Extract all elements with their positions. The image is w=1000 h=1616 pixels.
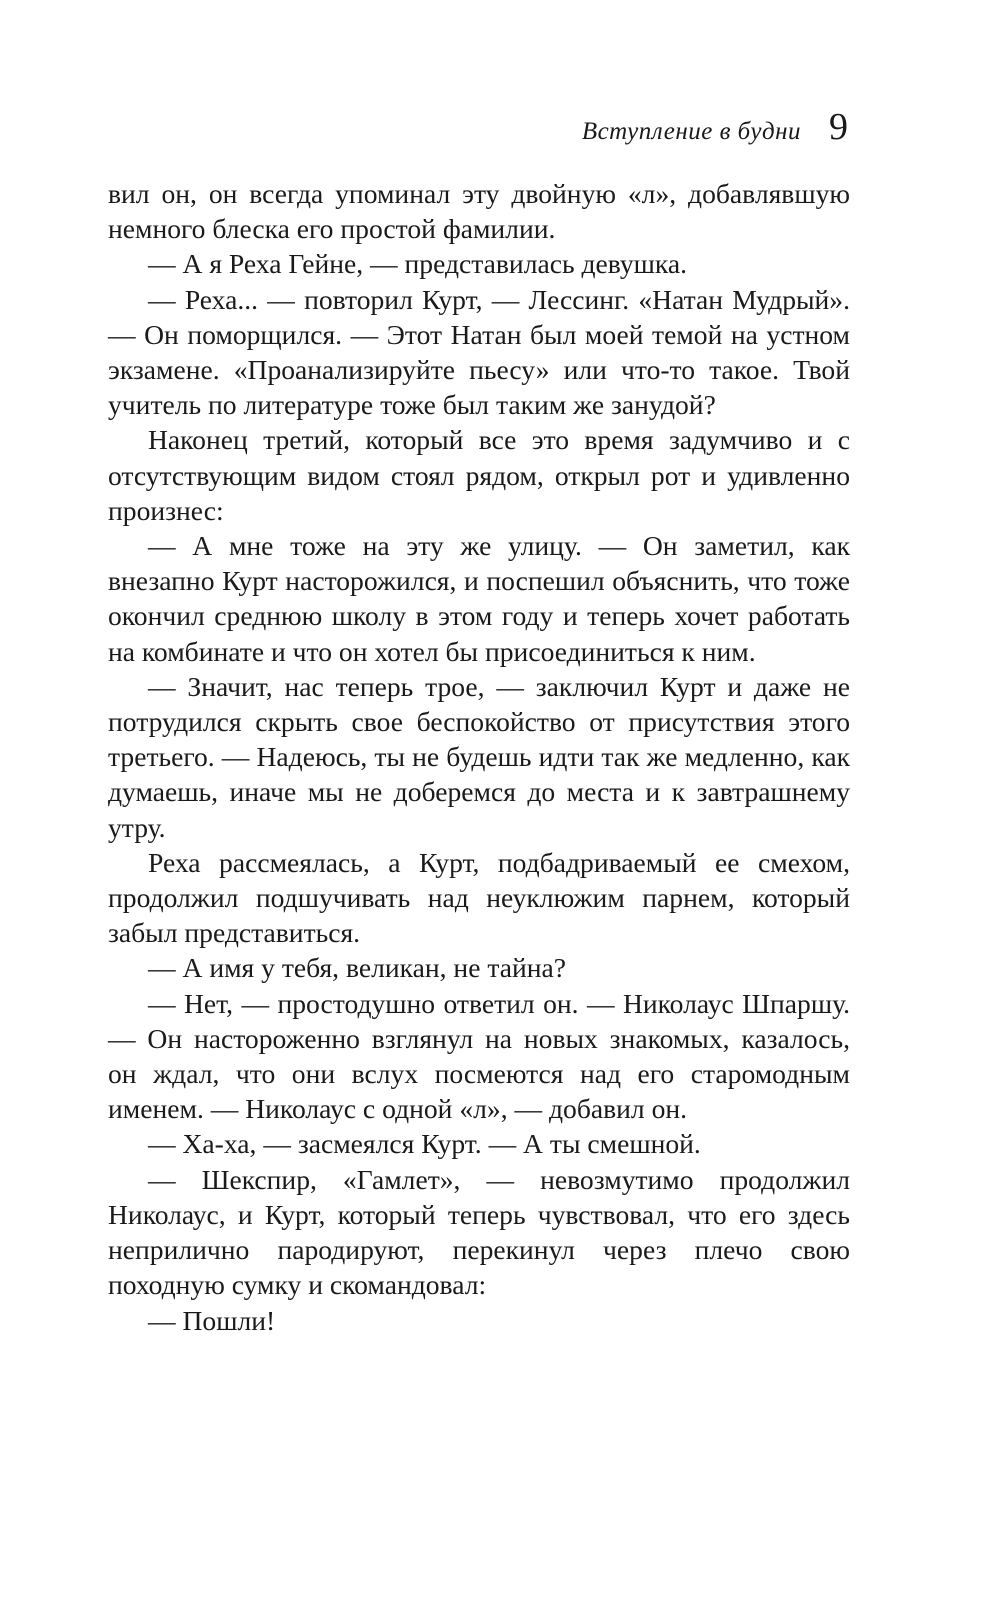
paragraph: — Ха-ха, — засмеялся Курт. — А ты смешной. — [148, 1128, 701, 1160]
paragraph: — А я Реха Гейне, — представилась девушка. — [148, 248, 687, 280]
running-header — [582, 108, 848, 156]
paragraph: Наконец третий, который все это время задумчиво и с отсутствующим видом стоял рядом, открыл рот и удивленно произнес: — [108, 424, 850, 526]
paragraph: — Реха... — повторил Курт, — Лессинг. «Натан Мудрый». — Он поморщился. — Этот Натан был моей темой на устном экзамене. «Проанализируйте пьесу» или что-то такое. Твой учитель по литературе тоже был таким же занудой? — [108, 283, 850, 421]
paragraph: — А мне тоже на эту же улицу. — Он заметил, как внезапно Курт насторожился, и поспешил объяснить, что тоже окончил среднюю школу в этом году и теперь хочет работать на комбинате и что он хотел бы присоединиться к ним. — [108, 530, 850, 667]
chapter-title: Вступление в будни — [581, 118, 801, 145]
paragraph: — Пошли! — [148, 1304, 276, 1336]
body-text — [108, 176, 850, 1338]
paragraph: — Нет, — простодушно ответил он. — Николаус Шпаршу. — Он настороженно взглянул на новых знакомых, казалось, он ждал, что они вслух посмеются над его старомодным именем. — Николаус с одной «л», — добавил он. — [108, 987, 850, 1125]
paragraph: Реха рассмеялась, а Курт, подбадриваемый ее смехом, продолжил подшучивать над неуклюжим парнем, который забыл представиться. — [108, 846, 850, 949]
paragraph: вил он, он всегда упоминал эту двойную «л», добавлявшую немного блеска его простой фамилии. — [108, 178, 850, 245]
paragraph: — Шекспир, «Гамлет», — невозмутимо продолжил Николаус, и Курт, который теперь чувствовал, что его здесь неприлично пародируют, перекинул через плечо свою походную сумку и скомандовал: — [108, 1163, 850, 1301]
page-number: 9 — [829, 106, 848, 148]
paragraph: — А имя у тебя, великан, не тайна? — [148, 952, 567, 984]
paragraph: — Значит, нас теперь трое, — заключил Курт и даже не потрудился скрыть свое беспокойство от присутствия этого третьего. — Надеюсь, ты не будешь идти так же медленно, как думаешь, иначе мы не доберемся до места и к завтрашнему утру. — [108, 670, 850, 843]
